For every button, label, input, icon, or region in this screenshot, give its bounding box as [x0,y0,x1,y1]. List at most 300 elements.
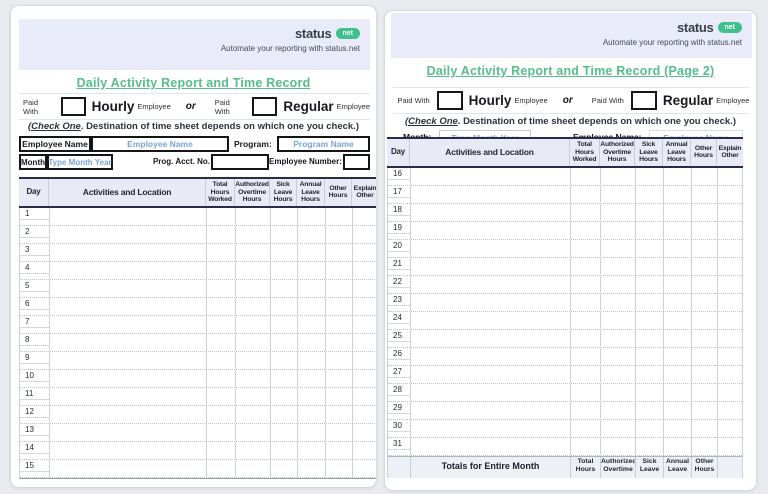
total-hours-cell[interactable] [570,312,600,329]
sick-leave-cell[interactable] [270,388,297,405]
activities-cell[interactable] [410,294,570,311]
sick-leave-cell[interactable] [635,348,663,365]
day-cell [388,222,410,239]
authorized-overtime-cell[interactable] [600,294,635,311]
day-number: 7 [20,316,49,328]
annual-leave-cell[interactable] [663,348,691,365]
annual-leave-cell[interactable] [297,226,325,243]
explain-other-cell[interactable] [352,298,377,315]
sick-leave-cell[interactable] [635,240,663,257]
col-other-hours: Other Hours [324,179,351,206]
day-number: 22 [388,276,410,288]
day-number: 3 [20,244,49,256]
annual-leave-cell[interactable] [663,402,691,419]
totals-annual-leave: Annual Leave [663,457,691,478]
authorized-overtime-cell[interactable] [600,258,635,275]
sick-leave-cell[interactable] [270,316,297,333]
other-hours-cell[interactable] [325,352,352,369]
sick-leave-cell[interactable] [270,406,297,423]
explain-other-cell[interactable] [352,388,377,405]
explain-other-cell[interactable] [352,406,377,423]
authorized-overtime-cell[interactable] [235,244,270,261]
activities-cell[interactable] [49,334,206,351]
sick-leave-cell[interactable] [270,370,297,387]
annual-leave-cell[interactable] [297,460,325,477]
day-cell [20,298,49,315]
annual-leave-cell[interactable] [297,208,325,225]
activities-cell[interactable] [49,406,206,423]
total-hours-cell[interactable] [570,330,600,347]
day-number: 6 [20,298,49,310]
day-number: 8 [20,334,49,346]
day-cell [388,348,410,365]
activities-cell[interactable] [49,442,206,459]
brand-net-badge: net [718,22,743,33]
day-cell [20,406,49,423]
annual-leave-cell[interactable] [297,352,325,369]
other-hours-cell[interactable] [325,460,352,477]
explain-other-cell[interactable] [717,384,744,401]
table-row [20,352,377,370]
total-hours-cell[interactable] [206,208,235,225]
annual-leave-cell[interactable] [663,222,691,239]
sick-leave-cell[interactable] [270,352,297,369]
annual-leave-cell[interactable] [663,384,691,401]
authorized-overtime-cell[interactable] [235,352,270,369]
sick-leave-cell[interactable] [635,294,663,311]
activities-cell[interactable] [410,258,570,275]
total-hours-cell[interactable] [206,352,235,369]
activities-cell[interactable] [410,330,570,347]
annual-leave-cell[interactable] [297,262,325,279]
other-hours-cell[interactable] [691,366,717,383]
month-label-box: Month [19,154,47,170]
activities-cell[interactable] [49,298,206,315]
activities-cell[interactable] [410,312,570,329]
total-hours-cell[interactable] [570,348,600,365]
activities-cell[interactable] [49,370,206,387]
activities-cell[interactable] [410,276,570,293]
authorized-overtime-cell[interactable] [235,424,270,441]
authorized-overtime-cell[interactable] [235,262,270,279]
totals-sick-leave: Sick Leave [635,457,663,478]
total-hours-cell[interactable] [570,222,600,239]
paid-with-label: Paid With [23,97,39,116]
activities-cell[interactable] [49,280,206,297]
authorized-overtime-cell[interactable] [235,388,270,405]
total-hours-cell[interactable] [206,298,235,315]
explain-other-cell[interactable] [352,316,377,333]
annual-leave-cell[interactable] [297,316,325,333]
other-hours-cell[interactable] [691,204,717,221]
other-hours-cell[interactable] [691,384,717,401]
table-row [388,366,742,384]
annual-leave-cell[interactable] [297,388,325,405]
explain-other-cell[interactable] [717,168,744,185]
paid-with-row [393,87,750,114]
explain-other-cell[interactable] [352,244,377,261]
other-hours-cell[interactable] [691,222,717,239]
other-hours-cell[interactable] [325,388,352,405]
sick-leave-cell[interactable] [635,204,663,221]
activities-cell[interactable] [410,384,570,401]
day-cell [388,240,410,257]
other-hours-cell[interactable] [325,406,352,423]
day-cell [20,208,49,225]
regular-label: Regular [283,99,334,114]
explain-other-cell[interactable] [717,438,744,455]
explain-other-cell[interactable] [717,186,744,203]
total-hours-cell[interactable] [206,460,235,477]
sick-leave-cell[interactable] [635,168,663,185]
total-hours-cell[interactable] [570,294,600,311]
total-hours-cell[interactable] [570,438,600,455]
brand-net-badge: net [336,28,361,39]
activities-cell[interactable] [410,168,570,185]
sick-leave-cell[interactable] [635,312,663,329]
hourly-checkbox[interactable] [61,97,86,116]
day-cell [388,330,410,347]
activities-cell[interactable] [49,460,206,477]
authorized-overtime-cell[interactable] [600,402,635,419]
employee-number-label: Employee Number: [269,157,342,166]
sick-leave-cell[interactable] [635,258,663,275]
annual-leave-cell[interactable] [297,334,325,351]
other-hours-cell[interactable] [691,276,717,293]
day-cell [388,294,410,311]
activities-cell[interactable] [49,352,206,369]
explain-other-cell[interactable] [717,276,744,293]
total-hours-cell[interactable] [570,420,600,437]
annual-leave-cell[interactable] [297,406,325,423]
total-hours-cell[interactable] [206,388,235,405]
total-hours-cell[interactable] [570,276,600,293]
col-total-hours: Total Hours Worked [569,139,599,166]
sick-leave-cell[interactable] [270,262,297,279]
explain-other-cell[interactable] [717,366,744,383]
table-row [388,330,742,348]
explain-other-cell[interactable] [717,294,744,311]
total-hours-cell[interactable] [570,168,600,185]
annual-leave-cell[interactable] [663,204,691,221]
employee-word: Employee [137,102,171,111]
authorized-overtime-cell[interactable] [235,334,270,351]
day-number: 17 [388,186,410,198]
annual-leave-cell[interactable] [297,298,325,315]
other-hours-cell[interactable] [691,330,717,347]
day-cell [20,334,49,351]
other-hours-cell[interactable] [691,186,717,203]
authorized-overtime-cell[interactable] [600,438,635,455]
sick-leave-cell[interactable] [270,208,297,225]
authorized-overtime-cell[interactable] [235,280,270,297]
activities-cell[interactable] [49,244,206,261]
table-row [20,334,377,352]
other-hours-cell[interactable] [691,348,717,365]
authorized-overtime-cell[interactable] [235,460,270,477]
explain-other-cell[interactable] [352,460,377,477]
total-hours-cell[interactable] [206,244,235,261]
sick-leave-cell[interactable] [635,438,663,455]
activities-cell[interactable] [410,366,570,383]
total-hours-cell[interactable] [570,402,600,419]
time-table-page1 [19,177,377,479]
annual-leave-cell[interactable] [663,294,691,311]
other-hours-cell[interactable] [325,208,352,225]
explain-other-cell[interactable] [717,348,744,365]
total-hours-cell[interactable] [206,316,235,333]
hourly-checkbox[interactable] [437,91,463,110]
brand-tagline: Automate your reporting with status.net [220,44,360,53]
day-number: 1 [20,208,49,220]
time-table-page2 [387,137,743,478]
authorized-overtime-cell[interactable] [600,168,635,185]
totals-authorized-overtime: Authorized Overtime [600,457,635,478]
authorized-overtime-cell[interactable] [235,316,270,333]
annual-leave-cell[interactable] [663,438,691,455]
other-hours-cell[interactable] [691,438,717,455]
annual-leave-cell[interactable] [297,280,325,297]
activities-cell[interactable] [49,388,206,405]
explain-other-cell[interactable] [352,226,377,243]
month-input[interactable]: Type Month Year [47,154,113,170]
authorized-overtime-cell[interactable] [600,276,635,293]
total-hours-cell[interactable] [206,406,235,423]
other-hours-cell[interactable] [325,244,352,261]
employee-number-input[interactable] [343,154,370,170]
col-explain-other: Explain Other [351,179,377,206]
authorized-overtime-cell[interactable] [600,420,635,437]
other-hours-cell[interactable] [691,420,717,437]
table-row [388,222,742,240]
sick-leave-cell[interactable] [635,276,663,293]
activities-cell[interactable] [410,348,570,365]
total-hours-cell[interactable] [206,424,235,441]
explain-other-cell[interactable] [352,280,377,297]
explain-other-cell[interactable] [717,420,744,437]
annual-leave-cell[interactable] [663,240,691,257]
table-row [20,406,377,424]
day-cell [388,258,410,275]
annual-leave-cell[interactable] [297,442,325,459]
authorized-overtime-cell[interactable] [600,312,635,329]
authorized-overtime-cell[interactable] [600,330,635,347]
activities-cell[interactable] [49,316,206,333]
sick-leave-cell[interactable] [635,402,663,419]
page-title: Daily Activity Report and Time Record [76,76,311,90]
activities-cell[interactable] [410,222,570,239]
activities-cell[interactable] [410,240,570,257]
sick-leave-cell[interactable] [635,222,663,239]
col-day: Day [390,146,406,156]
regular-checkbox[interactable] [631,91,657,110]
day-number: 13 [20,424,49,436]
sick-leave-cell[interactable] [270,460,297,477]
explain-other-cell[interactable] [717,330,744,347]
annual-leave-cell[interactable] [297,244,325,261]
activities-cell[interactable] [410,204,570,221]
table-row [20,262,377,280]
total-hours-cell[interactable] [570,384,600,401]
brand-logo [295,26,360,41]
sick-leave-cell[interactable] [635,330,663,347]
other-hours-cell[interactable] [325,442,352,459]
total-hours-cell[interactable] [570,186,600,203]
annual-leave-cell[interactable] [663,330,691,347]
annual-leave-cell[interactable] [663,276,691,293]
other-hours-cell[interactable] [691,312,717,329]
explain-other-cell[interactable] [352,208,377,225]
sick-leave-cell[interactable] [270,298,297,315]
sick-leave-cell[interactable] [270,442,297,459]
authorized-overtime-cell[interactable] [600,240,635,257]
explain-other-cell[interactable] [717,204,744,221]
authorized-overtime-cell[interactable] [600,222,635,239]
authorized-overtime-cell[interactable] [235,370,270,387]
total-hours-cell[interactable] [206,226,235,243]
sick-leave-cell[interactable] [270,424,297,441]
activities-cell[interactable] [410,438,570,455]
day-number: 15 [20,460,49,472]
employee-word: Employee [336,102,370,111]
explain-other-cell[interactable] [717,258,744,275]
authorized-overtime-cell[interactable] [600,348,635,365]
table-row [388,420,742,438]
authorized-overtime-cell[interactable] [235,406,270,423]
activities-cell[interactable] [49,262,206,279]
day-cell [20,424,49,441]
day-number: 27 [388,366,410,378]
paid-with-row [19,93,370,120]
annual-leave-cell[interactable] [663,186,691,203]
total-hours-cell[interactable] [206,370,235,387]
col-sick-leave: Sick Leave Hours [269,179,296,206]
day-cell [388,186,410,203]
explain-other-cell[interactable] [717,222,744,239]
authorized-overtime-cell[interactable] [600,186,635,203]
col-day: Day [26,186,41,196]
program-label: Program: [234,139,272,149]
other-hours-cell[interactable] [691,258,717,275]
regular-checkbox[interactable] [252,97,277,116]
day-number: 4 [20,262,49,274]
sick-leave-cell[interactable] [270,334,297,351]
annual-leave-cell[interactable] [297,424,325,441]
other-hours-cell[interactable] [691,168,717,185]
explain-other-cell[interactable] [352,424,377,441]
other-hours-cell[interactable] [691,294,717,311]
activities-cell[interactable] [410,186,570,203]
paid-with-label: Paid With [591,96,624,105]
activities-cell[interactable] [49,424,206,441]
other-hours-cell[interactable] [691,240,717,257]
total-hours-cell[interactable] [206,334,235,351]
explain-other-cell[interactable] [717,402,744,419]
brand-tagline: Automate your reporting with status.net [602,38,742,47]
other-hours-cell[interactable] [325,298,352,315]
authorized-overtime-cell[interactable] [235,442,270,459]
paid-with-label: Paid With [397,96,430,105]
total-hours-cell[interactable] [570,240,600,257]
annual-leave-cell[interactable] [663,366,691,383]
explain-other-cell[interactable] [352,370,377,387]
sick-leave-cell[interactable] [270,244,297,261]
authorized-overtime-cell[interactable] [600,366,635,383]
day-number: 18 [388,204,410,216]
other-hours-cell[interactable] [325,334,352,351]
total-hours-cell[interactable] [206,280,235,297]
day-number: 16 [388,168,410,180]
sick-leave-cell[interactable] [635,186,663,203]
or-label: or [562,95,573,106]
other-hours-cell[interactable] [325,226,352,243]
totals-empty-cell [388,457,410,478]
authorized-overtime-cell[interactable] [235,226,270,243]
totals-total-hours: Total Hours [570,457,600,478]
prog-acct-input[interactable] [211,154,269,170]
activities-cell[interactable] [410,420,570,437]
sick-leave-cell[interactable] [635,420,663,437]
other-hours-cell[interactable] [325,262,352,279]
other-hours-cell[interactable] [325,424,352,441]
activities-cell[interactable] [49,208,206,225]
annual-leave-cell[interactable] [663,168,691,185]
explain-other-cell[interactable] [352,352,377,369]
explain-other-cell[interactable] [352,334,377,351]
authorized-overtime-cell[interactable] [600,384,635,401]
total-hours-cell[interactable] [570,258,600,275]
table-row [388,204,742,222]
sick-leave-cell[interactable] [635,384,663,401]
explain-other-cell[interactable] [717,312,744,329]
table-row [388,348,742,366]
other-hours-cell[interactable] [325,280,352,297]
employee-word: Employee [514,96,548,105]
sick-leave-cell[interactable] [635,366,663,383]
annual-leave-cell[interactable] [663,312,691,329]
activities-cell[interactable] [49,226,206,243]
program-input[interactable]: Program Name [277,136,370,152]
annual-leave-cell[interactable] [297,370,325,387]
explain-other-cell[interactable] [352,442,377,459]
total-hours-cell[interactable] [206,442,235,459]
employee-name-input[interactable]: Employee Name [91,136,229,152]
other-hours-cell[interactable] [325,370,352,387]
sick-leave-cell[interactable] [270,280,297,297]
day-number: 24 [388,312,410,324]
regular-label: Regular [662,93,714,108]
annual-leave-cell[interactable] [663,420,691,437]
authorized-overtime-cell[interactable] [600,204,635,221]
explain-other-cell[interactable] [717,240,744,257]
table-row [388,240,742,258]
table-row [20,424,377,442]
other-hours-cell[interactable] [691,402,717,419]
activities-cell[interactable] [410,402,570,419]
total-hours-cell[interactable] [570,204,600,221]
authorized-overtime-cell[interactable] [235,208,270,225]
table-row [388,438,742,456]
col-annual-leave: Annual Leave Hours [662,139,690,166]
sick-leave-cell[interactable] [270,226,297,243]
other-hours-cell[interactable] [325,316,352,333]
authorized-overtime-cell[interactable] [235,298,270,315]
annual-leave-cell[interactable] [663,258,691,275]
explain-other-cell[interactable] [352,262,377,279]
total-hours-cell[interactable] [570,366,600,383]
total-hours-cell[interactable] [206,262,235,279]
table-row [20,442,377,460]
